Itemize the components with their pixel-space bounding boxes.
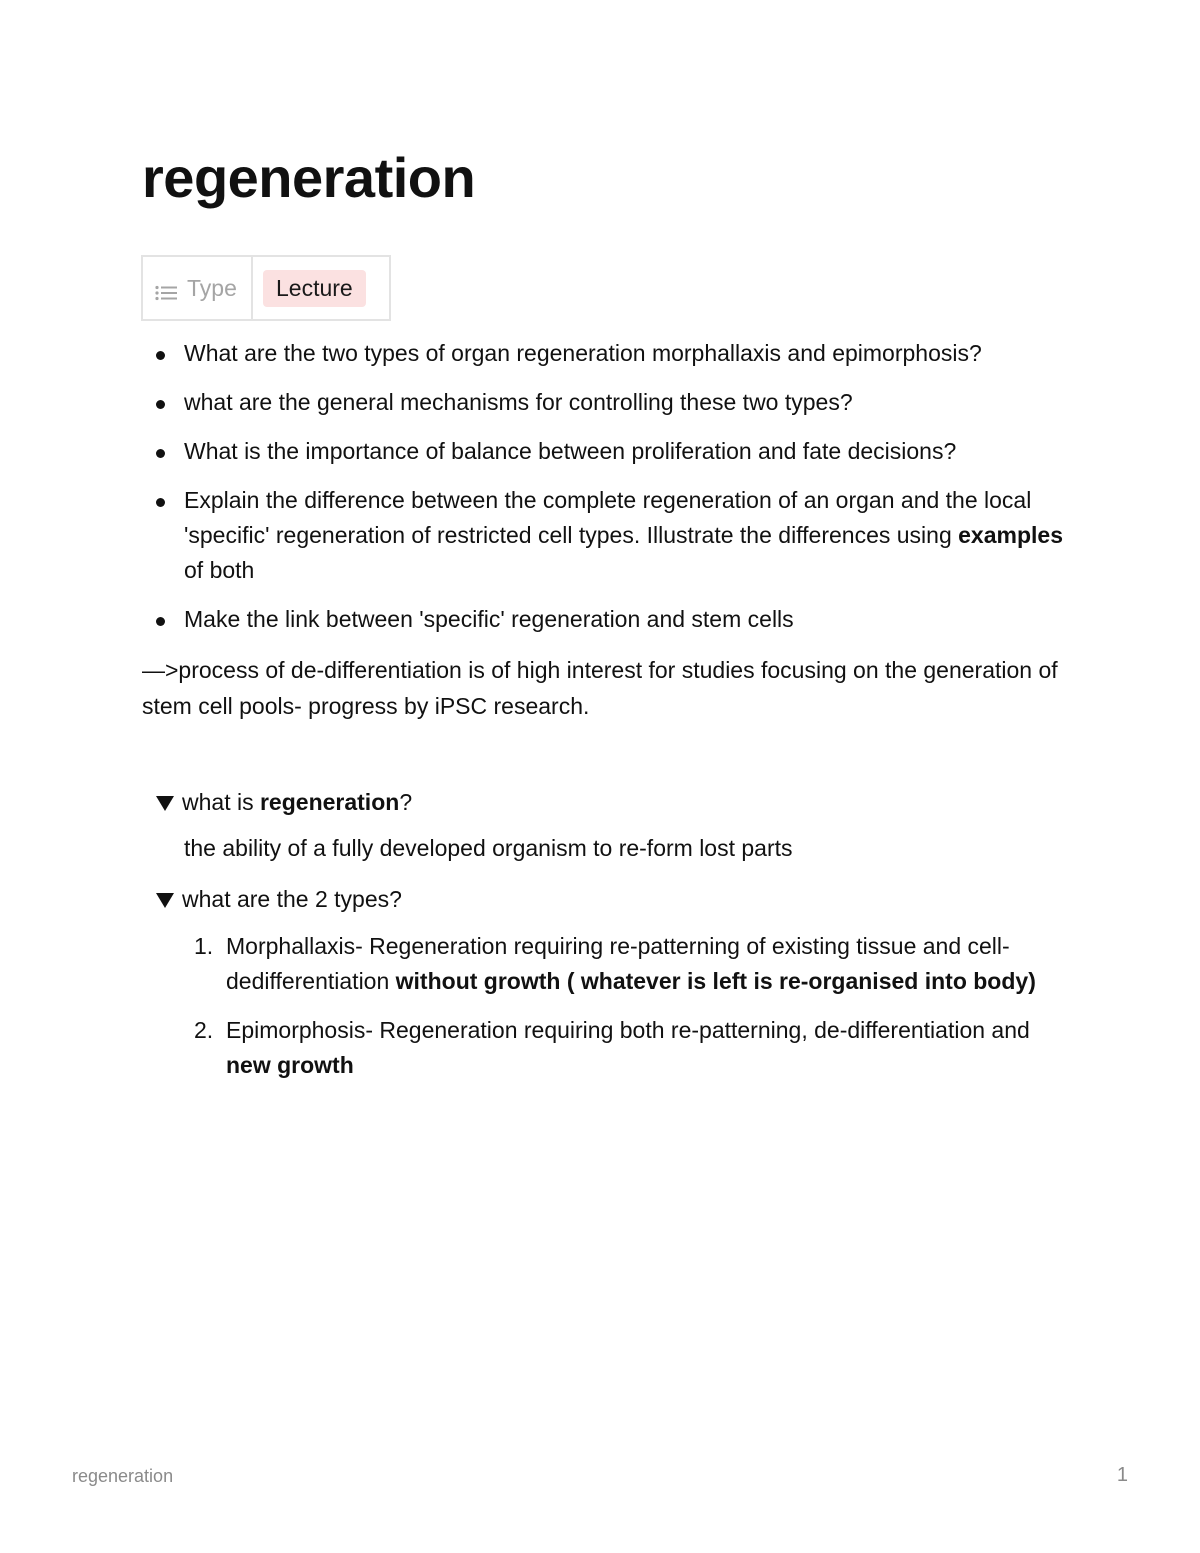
list-icon xyxy=(155,280,177,296)
list-item-text: What is the importance of balance between proliferation and fate decisions? xyxy=(184,438,957,464)
item-bold: new growth xyxy=(226,1052,354,1078)
property-name-cell[interactable] xyxy=(142,256,252,320)
property-value-cell[interactable] xyxy=(252,256,390,320)
property-name: Type xyxy=(187,274,237,301)
list-item-bold: examples xyxy=(958,522,1063,548)
list-item xyxy=(142,602,1072,637)
types-list xyxy=(194,929,1074,1097)
list-item xyxy=(142,385,1072,420)
footer-title: regeneration xyxy=(72,1466,174,1486)
question-list xyxy=(142,336,1072,651)
list-item xyxy=(142,483,1072,588)
type-tag[interactable]: Lecture xyxy=(263,270,366,307)
item-bold: without growth ( whatever is left is re-organised into body) xyxy=(395,968,1036,994)
item-number: 1. xyxy=(194,933,214,959)
toggle-two-types[interactable] xyxy=(156,882,402,916)
page-title: regeneration xyxy=(142,146,476,209)
list-item-text: Make the link between 'specific' regeneration and stem cells xyxy=(184,606,794,632)
list-item-text: of both xyxy=(184,557,255,583)
list-item xyxy=(142,434,1072,469)
bullet-dot xyxy=(156,449,165,458)
bullet-dot xyxy=(156,498,165,507)
numbered-item xyxy=(194,1013,1074,1083)
bullet-dot xyxy=(156,617,165,626)
item-text: Morphallaxis- Regeneration requiring re-patterning of existing tissue and cell-dedifferentiation xyxy=(226,933,1010,994)
toggle-content: the ability of a fully developed organism to re-form lost parts xyxy=(184,835,793,861)
bullet-dot xyxy=(156,400,165,409)
item-number: 2. xyxy=(194,1017,214,1043)
numbered-item xyxy=(194,929,1074,999)
list-item-text: What are the two types of organ regeneration morphallaxis and epimorphosis? xyxy=(184,340,982,366)
list-item-text: what are the general mechanisms for controlling these two types? xyxy=(184,389,853,415)
list-item-text: Explain the difference between the complete regeneration of an organ and the local 'specific' regeneration of restricted cell types. Illustrate the differences using xyxy=(184,487,1032,548)
bullet-dot xyxy=(156,351,165,360)
paragraph: —>process of de-differentiation is of high interest for studies focusing on the generation of stem cell pools- progress by iPSC research. xyxy=(142,657,1058,719)
toggle-triangle-icon[interactable] xyxy=(156,796,174,811)
properties-table xyxy=(141,255,391,321)
property-row-type xyxy=(142,256,390,320)
item-text: Epimorphosis- Regeneration requiring both re-patterning, de-differentiation and xyxy=(226,1017,1030,1043)
page-number: 1 xyxy=(1116,1464,1128,1486)
list-item xyxy=(142,336,1072,371)
toggle-label: what are the 2 types? xyxy=(182,886,402,912)
toggle-what-is-regeneration[interactable] xyxy=(156,785,412,819)
toggle-label: what is regeneration? xyxy=(182,789,413,815)
toggle-triangle-icon[interactable] xyxy=(156,893,174,908)
